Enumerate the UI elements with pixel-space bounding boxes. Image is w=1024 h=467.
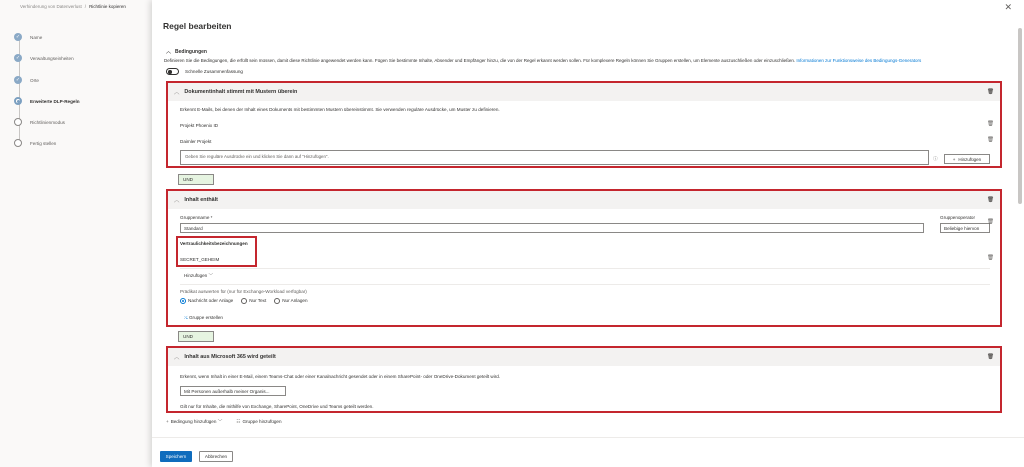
radio-text-only[interactable]: Nur Text — [241, 298, 266, 304]
regex-input[interactable]: Geben Sie reguläre Ausdrücke ein und klicken Sie dann auf "Hinzufügen". — [180, 150, 929, 165]
add-label-dropdown[interactable]: Hinzufügen ﹀ — [184, 273, 214, 278]
info-icon[interactable]: ⓘ — [933, 156, 938, 161]
sensitivity-labels-heading: Vertraulichkeitsbezeichnungen — [180, 241, 248, 246]
breadcrumb-parent[interactable]: Verhinderung von Datenverlust — [20, 4, 82, 9]
scrollbar[interactable] — [1018, 28, 1022, 204]
condition-description: Erkennt E-Mails, bei denen der Inhalt eines Dokuments mit bestimmten Mustern übereinstimmt. Sie verwenden reguläre Ausdrücke, um Muster zu definieren. — [180, 107, 500, 112]
sensitivity-label-item: SECRET_GEHEIM — [180, 257, 220, 262]
wizard-step-advanced-dlp-rules: Erweiterte DLP-Regeln — [14, 97, 80, 105]
radio-attachments-only[interactable]: Nur Anlagen — [274, 298, 307, 304]
wizard-step-locations: ✓ Orte — [15, 77, 39, 83]
and-operator-badge[interactable]: UND — [178, 331, 214, 342]
pending-step-icon — [14, 118, 22, 126]
delete-icon[interactable]: 🗑 — [987, 121, 994, 127]
condition-title: Inhalt enthält — [184, 197, 218, 203]
cancel-button[interactable]: Abbrechen — [199, 451, 233, 462]
delete-icon[interactable]: 🗑 — [987, 137, 994, 143]
condition-header[interactable] — [168, 191, 1000, 209]
breadcrumb: Verhinderung von Datenverlust / Richtlinie kopieren — [20, 4, 126, 9]
quick-summary-label: Schnelle Zusammenfassung — [185, 69, 243, 74]
create-group-button[interactable]: ⤯ Gruppe erstellen — [184, 315, 223, 320]
divider — [180, 284, 990, 285]
wizard-step-admin-units: ✓ Verwaltungseinheiten — [15, 55, 74, 61]
group-icon: ⤯ — [184, 315, 188, 320]
condition-title: Dokumentinhalt stimmt mit Mustern überein — [184, 89, 298, 95]
breadcrumb-current: Richtlinie kopieren — [89, 4, 126, 9]
check-icon: ✓ — [15, 34, 21, 40]
delete-icon[interactable]: 🗑 — [987, 89, 994, 95]
predicate-label: Prädikat auswerten für (nur für Exchange-Workload verfügbar) — [180, 289, 307, 294]
wizard-step-finish: Fertig stellen — [14, 139, 56, 147]
check-icon: ✓ — [15, 77, 21, 83]
add-pattern-button[interactable]: + Hinzufügen — [944, 154, 990, 164]
pattern-item: Projekt Phoenix ID — [180, 123, 219, 128]
condition-header[interactable] — [168, 83, 1000, 101]
delete-icon[interactable]: 🗑 — [987, 354, 994, 360]
chevron-up-icon: ︿ — [174, 355, 180, 361]
condition-title: Inhalt aus Microsoft 365 wird geteilt — [184, 354, 276, 360]
radio-icon — [274, 298, 280, 304]
radio-message-or-attachment[interactable]: Nachricht oder Anlage — [180, 298, 233, 304]
intro-text: Definieren Sie die Bedingungen, die erfüllt sein müssen, damit diese Richtlinie angewendet werden kann. Fügen Sie bestimmte Inhalte, Absender und Empfänger hinzu, die von der Regel erkannt werden sollen. Für komplexere Regeln können Sie Gruppen erstellen, um Elemente auszuschließen oder einzuschließen. — [164, 58, 796, 63]
group-operator-select[interactable]: Beliebige hiervon — [940, 223, 990, 233]
add-group-button[interactable]: ☷ Gruppe hinzufügen — [236, 419, 282, 424]
condition-note: Gilt nur für Inhalte, die mithilfe von Exchange, SharePoint, OneDrive und Teams geteilt werden. — [180, 404, 374, 409]
conditions-label: Bedingungen — [175, 48, 207, 55]
add-condition-button[interactable]: + Bedingung hinzufügen ﹀ — [166, 419, 223, 424]
chevron-down-icon: ﹀ — [208, 273, 214, 278]
pending-step-icon — [14, 139, 22, 147]
condition-actions — [166, 419, 282, 425]
divider — [180, 268, 990, 269]
group-operator-label: Gruppenoperator — [940, 215, 975, 220]
predicate-radio-group — [180, 298, 308, 304]
radio-selected-icon — [180, 298, 186, 304]
group-icon: ☷ — [236, 419, 241, 424]
chevron-up-icon: ︿ — [174, 198, 180, 204]
edit-rule-panel — [152, 0, 1024, 467]
chevron-down-icon: ﹀ — [217, 419, 223, 424]
builder-help-link[interactable]: Informationen zur Funktionsweise des Bedingungs-Generators — [796, 58, 922, 63]
chevron-up-icon: ︿ — [166, 49, 172, 55]
wizard-step-name: ✓ Name — [15, 34, 43, 40]
save-button[interactable]: Speichern — [160, 451, 192, 462]
delete-icon[interactable]: 🗑 — [987, 255, 994, 261]
wizard-background — [0, 0, 152, 467]
quick-summary-toggle[interactable] — [166, 68, 179, 75]
condition-header[interactable] — [168, 348, 1000, 366]
pattern-item: Daimler Projekt — [180, 139, 212, 144]
panel-footer — [152, 437, 1024, 467]
wizard-step-policy-mode: Richtlinienmodus — [14, 118, 65, 126]
close-icon[interactable]: ✕ — [1004, 2, 1012, 12]
conditions-intro — [164, 58, 1014, 63]
plus-icon: + — [166, 419, 169, 424]
group-name-label: Gruppenname * — [180, 215, 213, 220]
and-operator-badge[interactable]: UND — [178, 174, 214, 185]
delete-icon[interactable]: 🗑 — [987, 219, 994, 225]
group-name-input[interactable]: Standard — [180, 223, 924, 233]
panel-title: Regel bearbeiten — [163, 21, 232, 31]
condition-content-contains — [166, 189, 1002, 327]
conditions-header[interactable] — [166, 48, 207, 55]
chevron-up-icon: ︿ — [174, 90, 180, 96]
delete-icon[interactable]: 🗑 — [987, 197, 994, 203]
radio-icon — [241, 298, 247, 304]
share-scope-select[interactable]: Mit Personen außerhalb meiner Organis... — [180, 386, 286, 396]
plus-icon: + — [952, 156, 956, 162]
condition-description: Erkennt, wenn Inhalt in einer E-Mail, einem Teams-Chat oder einer Kanalnachricht gesendet oder in einem SharePoint- oder OneDrive-Dokument geteilt wird. — [180, 374, 501, 379]
quick-summary-row — [166, 68, 243, 75]
condition-content-shared — [166, 346, 1002, 413]
check-icon: ✓ — [15, 55, 21, 61]
current-step-icon — [14, 97, 22, 105]
condition-document-patterns — [166, 81, 1002, 168]
